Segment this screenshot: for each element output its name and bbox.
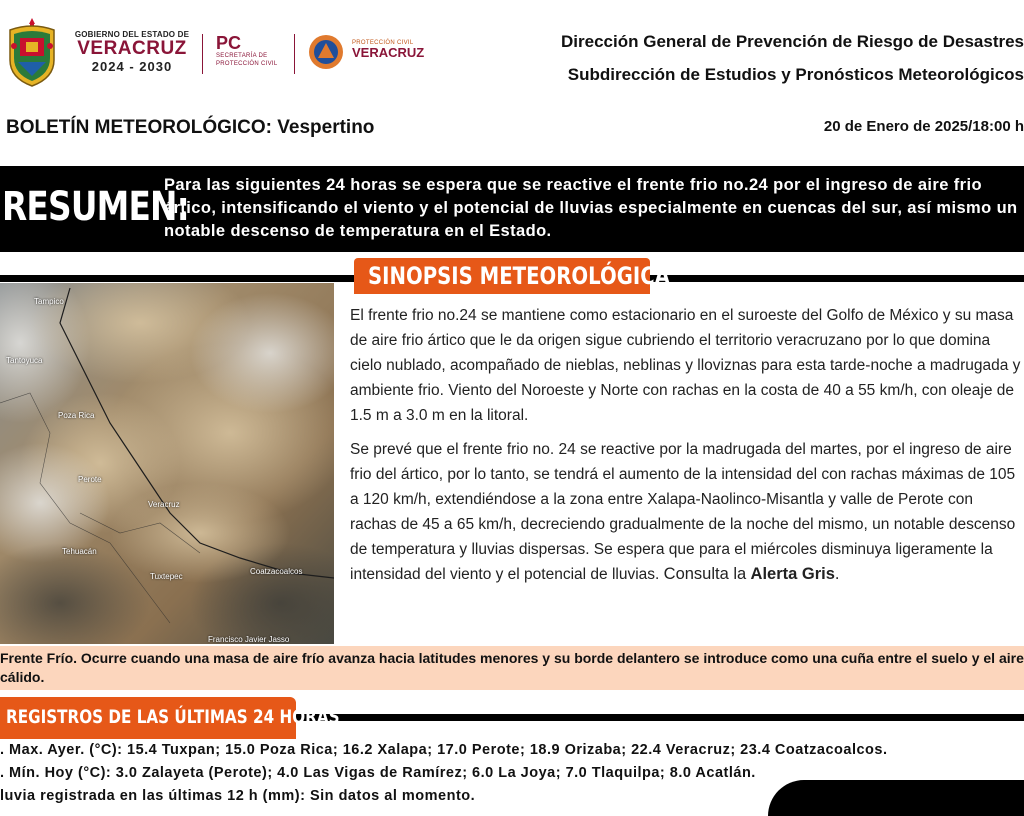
registros-title: REGISTROS DE LAS ÚLTIMAS 24 HORAS	[6, 706, 340, 728]
frente-frio-definition	[0, 646, 1024, 690]
pcv-logo-text	[352, 40, 424, 60]
map-label-francisco-javier-jasso: Francisco Javier Jasso	[208, 635, 290, 644]
record-min-temperatures: . Mín. Hoy (°C): 3.0 Zalayeta (Perote); 4.0 Las Vigas de Ramírez; 6.0 La Joya; 7.0 Tlaquilpa; 8.0 Acatlán.	[0, 765, 756, 781]
map-label-perote: Perote	[78, 475, 102, 484]
bulletin-date: 20 de Enero de 2025/18:00 h	[823, 118, 1024, 135]
veracruz-coat-of-arms-icon	[4, 16, 60, 88]
gov-line-2: VERACRUZ	[77, 38, 187, 59]
pc-logo	[216, 34, 277, 68]
map-label-coatzacoalcos: Coatzacoalcos	[250, 567, 303, 576]
sinopsis-title: SINOPSIS METEOROLÓGICA	[368, 262, 670, 290]
divider	[294, 34, 295, 74]
resumen-text: Para las siguientes 24 horas se espera que se reactive el frente frio no.24 por el ingreso de aire frio ártico, intensificando el viento y el potencial de lluvias especialmente en cuencas del sur, así mismo un notable descenso de temperatura en el Estado.	[164, 176, 1018, 240]
pc-logo-small-1: SECRETARÍA DE	[216, 53, 268, 59]
sinopsis-paragraph-2-text: Se prevé que el frente frio no. 24 se reactive por la madrugada del martes, por el ingreso de aire frio del ártico, por lo tanto, se tendrá el aumento de la intensidad del con rachas máximas de 105 a 120 km/h, extendiéndose a la zona entre Xalapa-Naolinco-Misantla y valle de Perote con rachas de 45 a 65 km/h, decreciendo gradualmente de la noche del mismo, un notable descenso de temperatura y lluvias dispersas. Se espera que para el miércoles disminuya ligeramente la intensidad del viento y el potencial de lluvias.	[350, 441, 1016, 583]
pc-logo-big: PC	[216, 33, 242, 53]
sinopsis-tab	[354, 258, 670, 294]
consulta-text: Consulta la	[663, 565, 747, 583]
header	[0, 0, 1024, 110]
sinopsis-body	[350, 303, 1022, 596]
bulletin-title: BOLETÍN METEOROLÓGICO: Vespertino	[6, 117, 375, 138]
alerta-gris-link[interactable]: Alerta Gris	[750, 565, 835, 583]
map-label-poza-rica: Poza Rica	[58, 411, 95, 420]
pcv-big: VERACRUZ	[352, 45, 425, 60]
map-label-tampico: Tampico	[34, 297, 64, 306]
pc-logo-small-2: PROTECCIÓN CIVIL	[216, 61, 278, 67]
divider	[202, 34, 203, 74]
registros-tab	[0, 697, 340, 739]
sinopsis-paragraph-2	[350, 437, 1022, 587]
sinopsis-paragraph-1: El frente frio no.24 se mantiene como estacionario en el suroeste del Golfo de México y su masa de aire frio ártico que le da origen sigue cubriendo el territorio veracruzano por lo que domina cielo nublado, acompañado de nieblas, neblinas y lloviznas para esta tarde-noche a madrugada y ambiente frio. Viento del Noroeste y Norte con rachas en la costa de 40 a 55 km/h, con oleaje de 1.5 m a 3.0 m en la litoral.	[350, 307, 1021, 424]
resumen-label: RESUMEN:	[2, 184, 189, 230]
direction-title: Dirección General de Prevención de Riesgo de Desastres	[561, 32, 1024, 51]
gov-line-3: 2024 - 2030	[91, 59, 173, 74]
map-label-tehuacan: Tehuacán	[62, 547, 97, 556]
period: .	[834, 565, 840, 583]
record-rainfall: luvia registrada en las últimas 12 h (mm): Sin datos al momento.	[0, 788, 476, 804]
resumen-banner	[0, 166, 1024, 252]
map-label-tantoyuca: Tantoyuca	[6, 356, 43, 365]
government-logo-text	[72, 30, 192, 74]
map-label-tuxtepec: Tuxtepec	[150, 572, 183, 581]
corner-decoration	[768, 780, 1024, 816]
record-max-temperatures: . Max. Ayer. (°C): 15.4 Tuxpan; 15.0 Poza Rica; 16.2 Xalapa; 17.0 Perote; 18.9 Orizaba; 22.4 Veracruz; 23.4 Coatzacoalcos.	[0, 742, 888, 758]
frente-frio-text: Frente Frío. Ocurre cuando una masa de aire frío avanza hacia latitudes menores y su borde delantero se introduce como una cuña entre el suelo y el aire cálido.	[0, 650, 1024, 685]
satellite-image	[0, 283, 334, 644]
satellite-map-graphic	[0, 283, 334, 644]
pcv-small: PROTECCIÓN CIVIL	[352, 40, 414, 46]
gov-line-1: GOBIERNO DEL ESTADO DE	[74, 30, 190, 39]
subdirection-title: Subdirección de Estudios y Pronósticos Meteorológicos	[567, 65, 1024, 84]
map-label-veracruz: Veracruz	[148, 500, 180, 509]
civil-protection-emblem-icon	[308, 34, 344, 70]
